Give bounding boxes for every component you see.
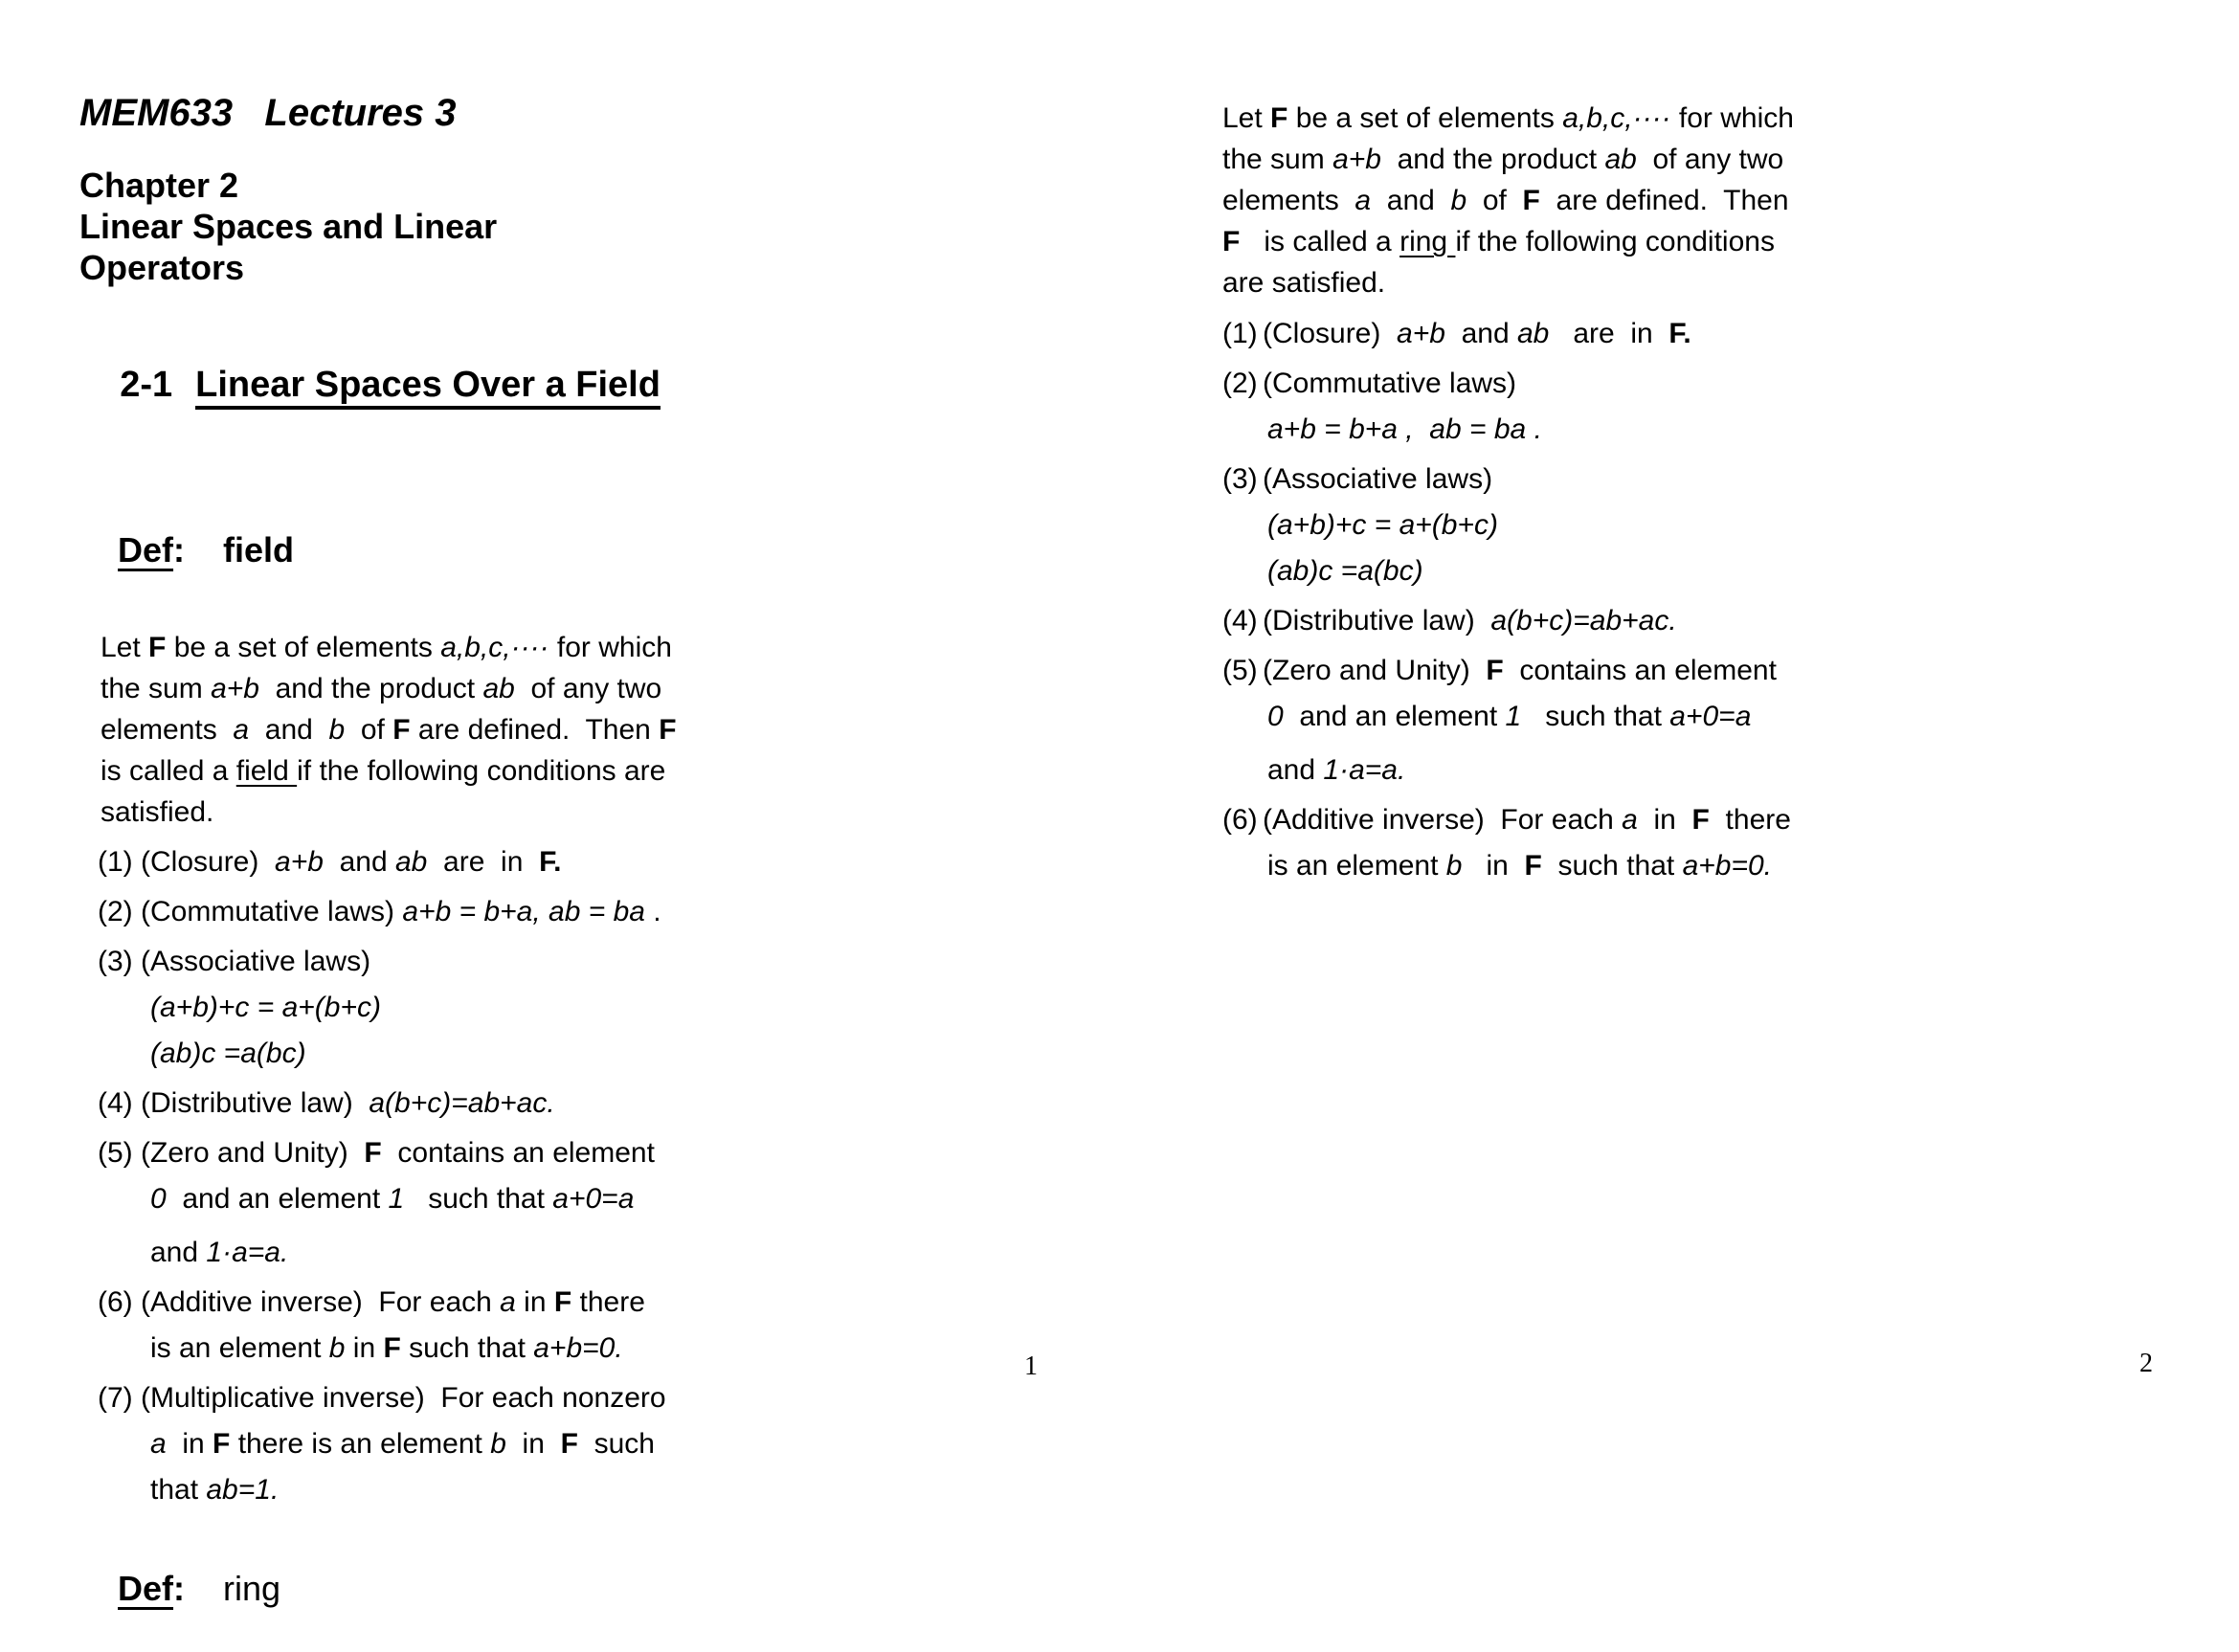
axiom-item	[1222, 799, 1979, 886]
axiom-line: (Commutative laws)	[1263, 368, 1517, 399]
chapter-heading-line: Linear Spaces and Linear	[79, 207, 498, 246]
axiom-line: (Closure) a+b and ab are in F.	[141, 846, 562, 878]
axiom-continuation-line: 0 and an element 1 such that a+0=a	[150, 1183, 635, 1215]
item-number: (3)	[1222, 463, 1258, 495]
section-number: 2-1	[120, 365, 173, 405]
axiom-item	[79, 1132, 836, 1273]
intro-line: elements a and b of F are defined. Then	[1222, 185, 1789, 216]
ring-intro-paragraph	[1222, 98, 1979, 303]
axiom-continuation-line: a in F there is an element b in F such	[150, 1428, 655, 1460]
item-number: (1)	[1222, 318, 1258, 349]
axiom-continuation-line: is an element b in F such that a+b=0.	[150, 1332, 623, 1364]
item-number: (5)	[98, 1137, 133, 1169]
intro-line: the sum a+b and the product ab of any two	[101, 673, 662, 704]
axiom-item	[1222, 600, 1979, 641]
def-colon: :	[173, 1569, 186, 1608]
field-axioms-list	[79, 841, 836, 1510]
axiom-continuation-line: that ab=1.	[150, 1474, 280, 1506]
def-term-field: field	[223, 530, 295, 569]
section-title: Linear Spaces Over a Field	[195, 365, 661, 410]
intro-line: Let F be a set of elements a,b,c,···· for which	[101, 632, 672, 663]
axiom-item	[1222, 458, 1979, 592]
item-number: (6)	[1222, 804, 1258, 836]
section-heading	[79, 319, 836, 451]
def-term-ring: ring	[223, 1569, 281, 1608]
item-number: (5)	[1222, 655, 1258, 686]
axiom-line: (Associative laws)	[141, 946, 371, 977]
course-title: MEM633 Lectures 3	[79, 92, 457, 134]
definition-ring	[79, 1526, 836, 1652]
formula-line: (ab)c =a(bc)	[1267, 555, 1423, 587]
axiom-line: (Distributive law) a(b+c)=ab+ac.	[141, 1087, 555, 1119]
axiom-line: (Additive inverse) For each a in F there	[1263, 804, 1791, 836]
intro-line: elements a and b of F are defined. Then F	[101, 714, 677, 746]
item-number: (4)	[1222, 605, 1258, 636]
item-number: (1)	[98, 846, 133, 878]
axiom-line: (Distributive law) a(b+c)=ab+ac.	[1263, 605, 1677, 636]
axiom-item	[1222, 650, 1979, 791]
intro-line: satisfied.	[101, 796, 214, 828]
formula-line: (ab)c =a(bc)	[150, 1038, 306, 1069]
intro-line: is called a field if the following conditions are	[101, 755, 666, 787]
item-number: (4)	[98, 1087, 133, 1119]
item-number: (2)	[1222, 368, 1258, 399]
axiom-continuation-line: and 1·a=a.	[1267, 754, 1406, 786]
chapter-heading	[79, 165, 836, 288]
axiom-continuation-line: 0 and an element 1 such that a+0=a	[1267, 701, 1752, 732]
page-2	[1222, 98, 1979, 886]
axiom-continuation-line: is an element b in F such that a+b=0.	[1267, 850, 1773, 882]
chapter-heading-line: Chapter 2	[79, 166, 239, 205]
axiom-item	[79, 841, 836, 882]
axiom-line: (Multiplicative inverse) For each nonzero	[141, 1382, 666, 1414]
page-number-1: 1	[1024, 1351, 1038, 1381]
intro-line: the sum a+b and the product ab of any two	[1222, 144, 1784, 175]
page-number-2: 2	[2139, 1349, 2153, 1378]
ring-axioms-list	[1222, 313, 1979, 886]
page-1	[79, 89, 836, 1652]
axiom-continuation-line: and 1·a=a.	[150, 1237, 289, 1268]
axiom-item	[79, 891, 836, 932]
axiom-line: (Zero and Unity) F contains an element	[1263, 655, 1777, 686]
axiom-item	[1222, 363, 1979, 450]
definition-field	[79, 487, 836, 614]
axiom-line: (Associative laws)	[1263, 463, 1493, 495]
formula-line: a+b = b+a , ab = ba .	[1267, 413, 1542, 445]
axiom-line: (Closure) a+b and ab are in F.	[1263, 318, 1691, 349]
axiom-line: (Zero and Unity) F contains an element	[141, 1137, 655, 1169]
field-intro-paragraph	[79, 627, 836, 833]
axiom-item	[79, 1282, 836, 1369]
axiom-line: (Additive inverse) For each a in F there	[141, 1286, 645, 1318]
def-colon: :	[173, 530, 186, 569]
item-number: (3)	[98, 946, 133, 977]
item-number: (2)	[98, 896, 133, 927]
intro-line: Let F be a set of elements a,b,c,···· for which	[1222, 102, 1794, 134]
formula-line: (a+b)+c = a+(b+c)	[150, 992, 381, 1023]
axiom-item	[1222, 313, 1979, 354]
intro-line: are satisfied.	[1222, 267, 1386, 299]
intro-line: F is called a ring if the following conditions	[1222, 226, 1775, 257]
axiom-item	[79, 1083, 836, 1124]
axiom-item	[79, 1377, 836, 1510]
chapter-heading-line: Operators	[79, 248, 245, 287]
axiom-item	[79, 941, 836, 1074]
def-label: Def	[118, 530, 174, 569]
def-label: Def	[118, 1569, 174, 1608]
formula-line: (a+b)+c = a+(b+c)	[1267, 509, 1498, 541]
axiom-line: (Commutative laws) a+b = b+a, ab = ba .	[141, 896, 661, 927]
item-number: (7)	[98, 1382, 133, 1414]
item-number: (6)	[98, 1286, 133, 1318]
